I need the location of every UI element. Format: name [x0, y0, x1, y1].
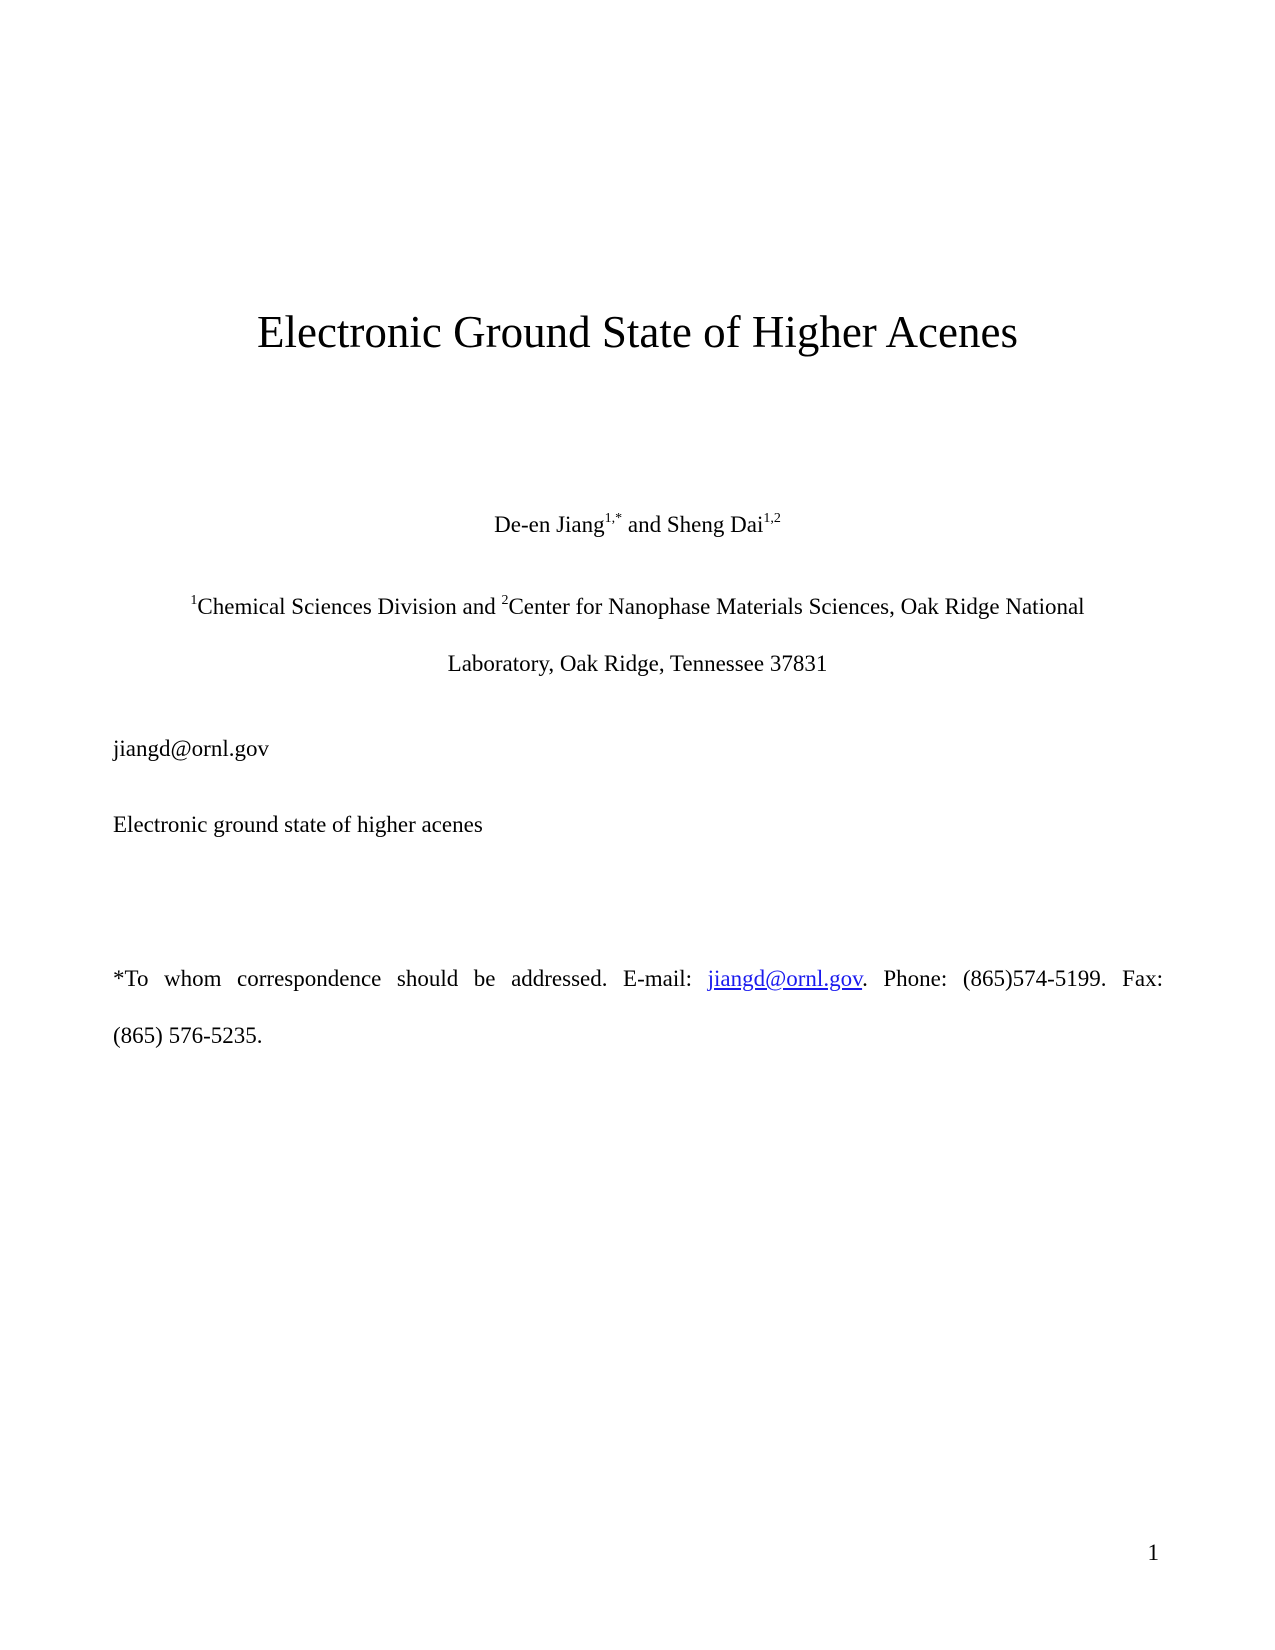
author-1-name: De-en Jiang — [494, 512, 605, 537]
author-2-affiliation-mark: 1,2 — [763, 511, 781, 526]
affiliation-line-2: Laboratory, Oak Ridge, Tennessee 37831 — [447, 651, 828, 676]
running-title: Electronic ground state of higher acenes — [113, 812, 483, 837]
author-list — [0, 510, 1275, 540]
affiliation-part-1: Chemical Sciences Division and — [197, 594, 502, 619]
paper-title: Electronic Ground State of Higher Acenes — [256, 307, 1018, 357]
correspondence-line-2: (865) 576-5235. — [113, 1023, 263, 1048]
correspondence-prefix: *To whom correspondence should be addressed. E-mail: — [113, 966, 708, 991]
correspondence-suffix: . Phone: (865)574-5199. Fax: — [862, 966, 1163, 991]
author-1-affiliation-mark: 1,* — [604, 511, 623, 526]
author-2-name: Sheng Dai — [666, 512, 764, 537]
affiliation-mark-1: 1 — [190, 593, 198, 608]
correspondence-email-link[interactable]: jiangd@ornl.gov — [707, 966, 863, 991]
affiliation-mark-2: 2 — [501, 593, 509, 608]
page-number: 1 — [1147, 1540, 1159, 1565]
affiliation-part-2: Center for Nanophase Materials Sciences, Oak Ridge National — [508, 594, 1085, 619]
correspondence-line-1 — [113, 964, 1163, 994]
affiliation-line-1 — [100, 592, 1175, 622]
contact-email: jiangd@ornl.gov — [113, 736, 269, 761]
author-connector: and — [622, 512, 667, 537]
